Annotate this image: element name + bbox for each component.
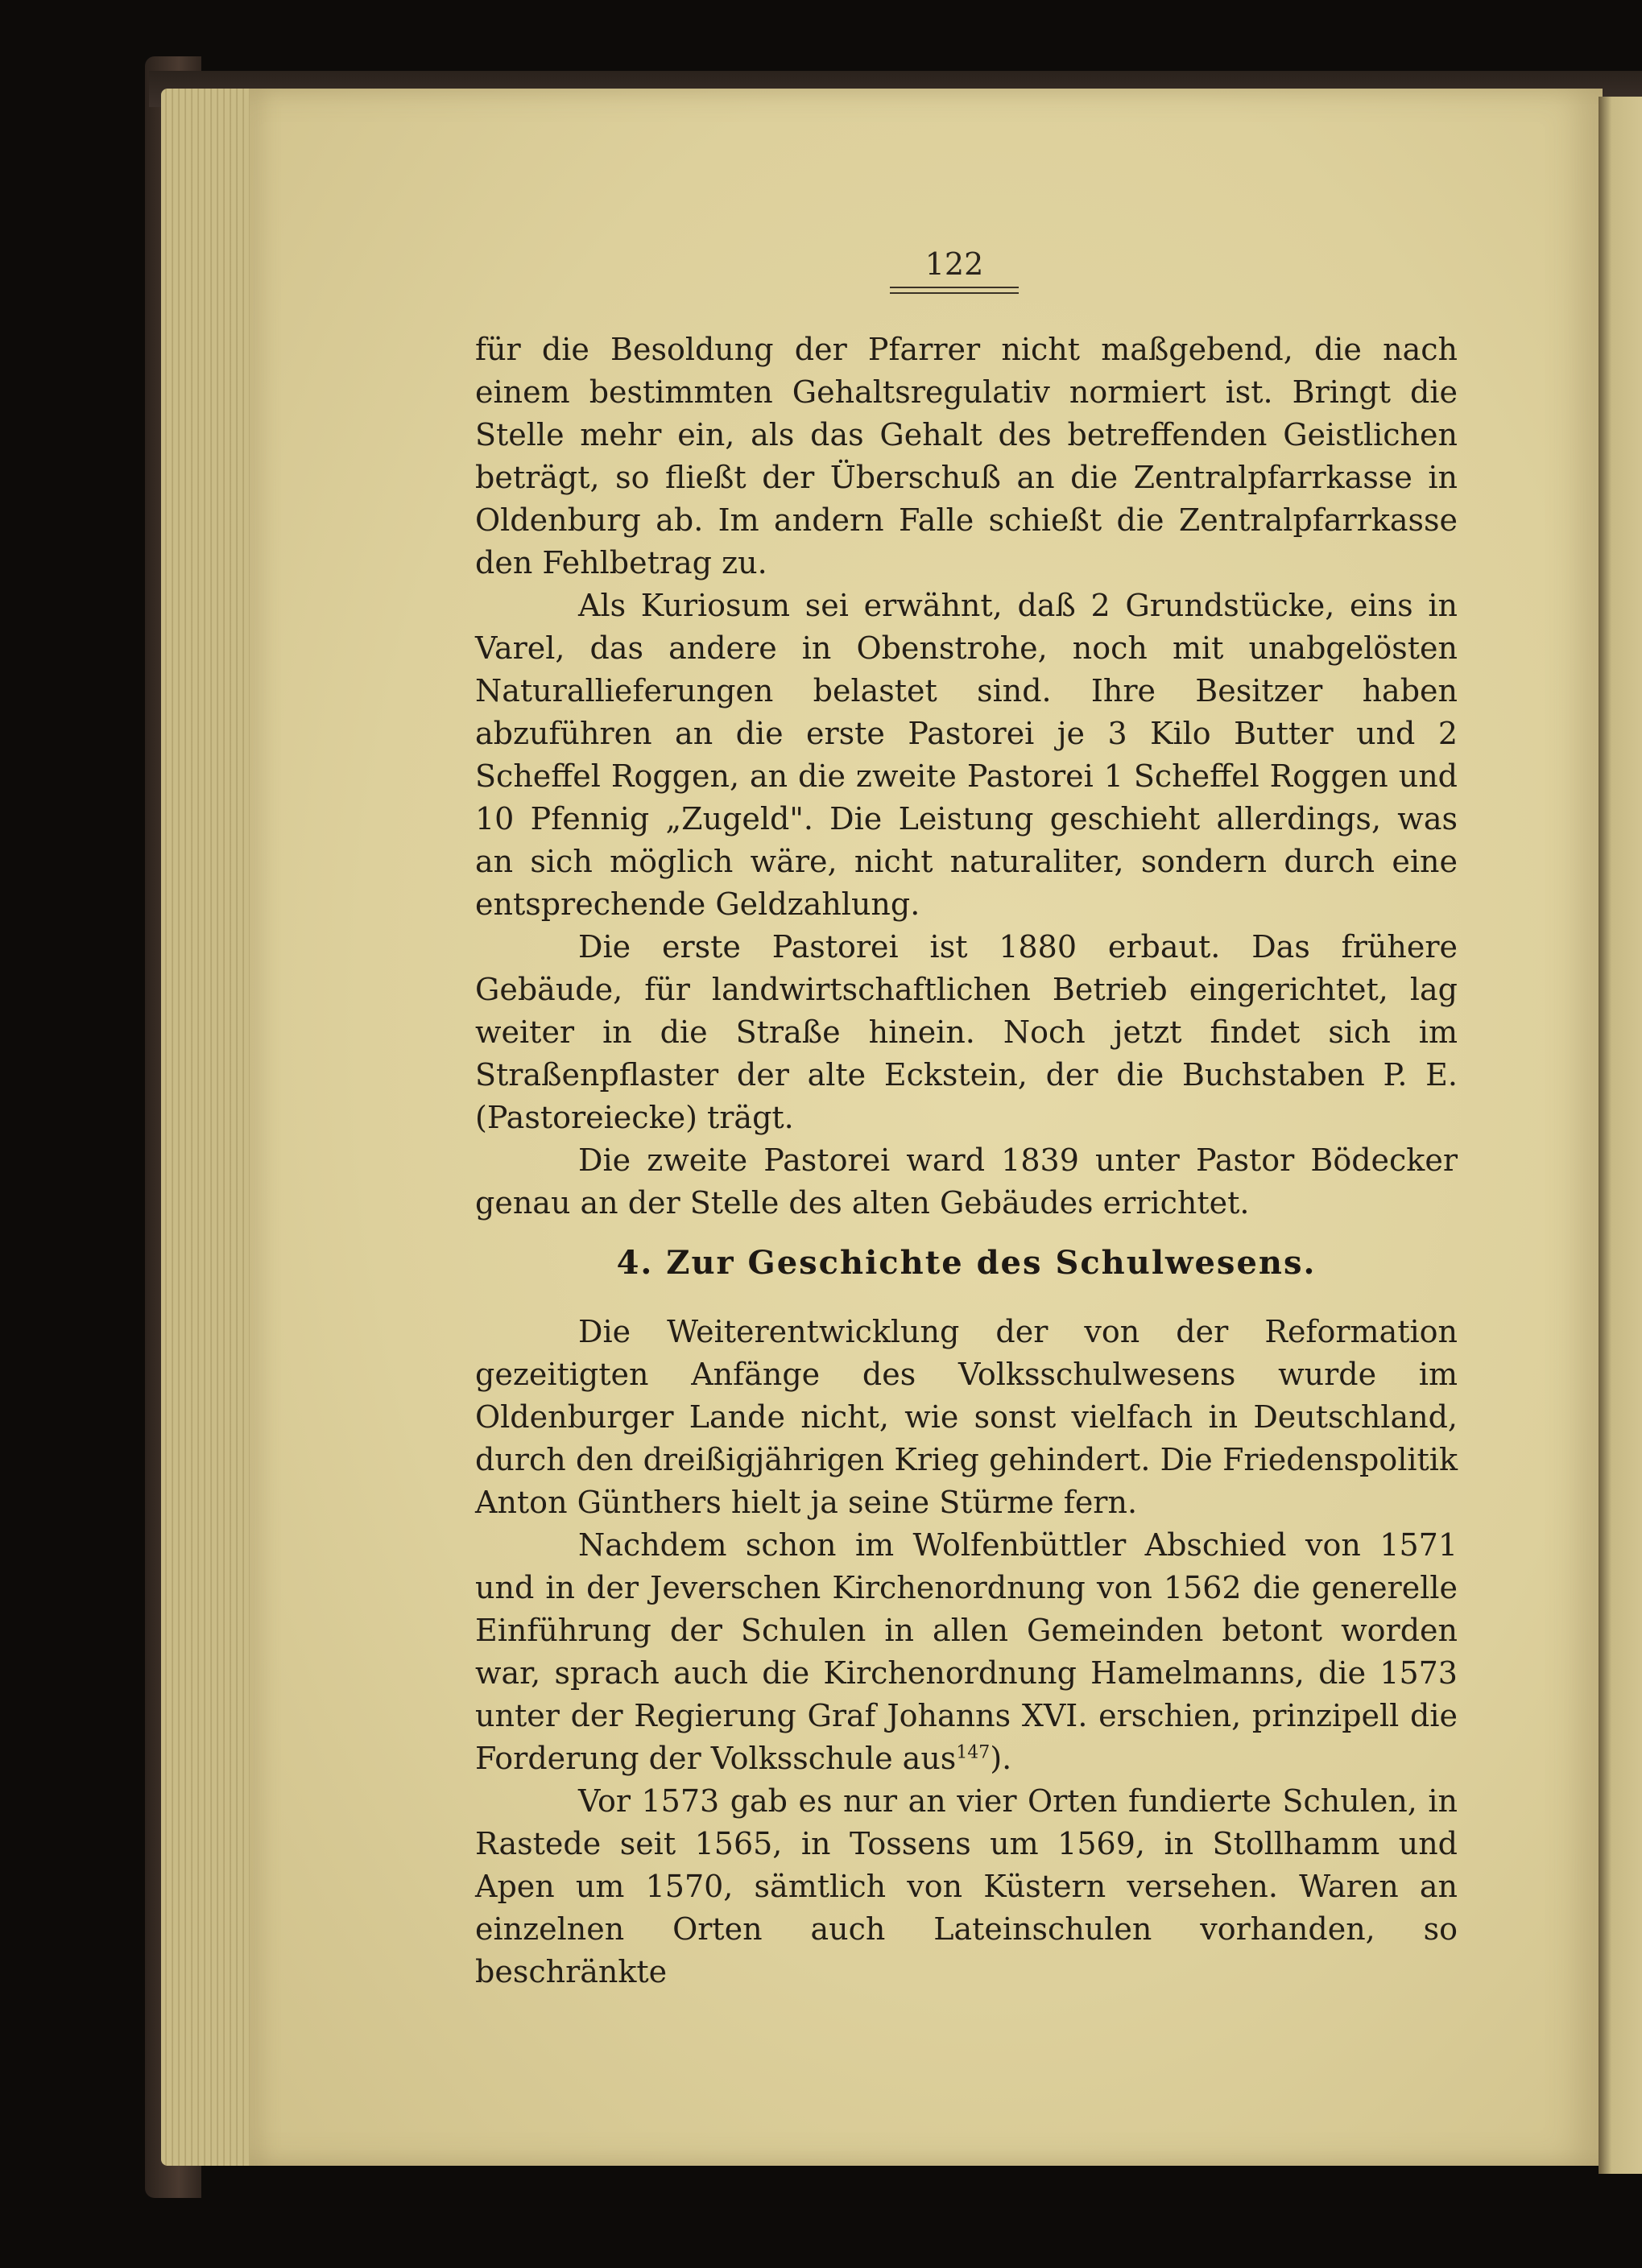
paragraph: Die zweite Pastorei ward 1839 unter Pastor Bödecker genau an der Stelle des alten Gebäudes errichtet.: [475, 1142, 1458, 1221]
paragraph: Die Weiterentwicklung der von der Reformation gezeitigten Anfänge des Volksschulwesens wurde im Oldenburger Lande nicht, wie sonst vielfach in Deutschland, durch den dreißigjährigen Krieg gehindert. Die Friedenspolitik Anton Günthers hielt ja seine Stürme fern.: [475, 1314, 1458, 1520]
paragraph: Die erste Pastorei ist 1880 erbaut. Das frühere Gebäude, für landwirtschaftlichen Betrieb eingerichtet, lag weiter in die Straße hinein. Noch jetzt findet sich im Straßenpflaster der alte Eckstein, der die Buchstaben P. E. (Pastoreiecke) trägt.: [475, 929, 1458, 1135]
page-edges: [161, 89, 258, 2166]
footnote-reference: 147: [956, 1742, 991, 1763]
section-heading: 4. Zur Geschichte des Schulwesens.: [616, 1244, 1317, 1282]
page-number-rule: [890, 287, 1019, 288]
page-number: 122: [924, 246, 984, 282]
page-number-rule-2: [890, 292, 1019, 294]
text-block-1: [475, 328, 1458, 1225]
next-page-edge: [1599, 97, 1642, 2174]
text-block-2: [475, 1311, 1458, 1993]
paragraph-with-footnote: [475, 1524, 1458, 1780]
paragraph-text: Nachdem schon im Wolfenbüttler Abschied von 1571 und in der Jeverschen Kirchenordnung von 1562 die generelle Einführung der Schulen in allen Gemeinden betont worden war, sprach auch die Kirchenordnung Hamelmanns, die 1573 unter der Regierung Graf Johanns XVI. erschien, prinzipell die Forderung der Volksschule aus: [475, 1527, 1458, 1776]
paragraph-end: ).: [990, 1741, 1012, 1776]
paragraph: Vor 1573 gab es nur an vier Orten fundierte Schulen, in Rastede seit 1565, in Tossens um 1569, in Stollhamm und Apen um 1570, sämtlich von Küstern versehen. Waren an einzelnen Orten auch Lateinschulen vorhanden, so beschränkte: [475, 1783, 1458, 1989]
paragraph: Als Kuriosum sei erwähnt, daß 2 Grundstücke, eins in Varel, das andere in Obenstrohe, noch mit unabgelösten Naturallieferungen belastet sind. Ihre Besitzer haben abzuführen an die erste Pastorei je 3 Kilo Butter und 2 Scheffel Roggen, an die zweite Pastorei 1 Scheffel Roggen und 10 Pfennig „Zugeld". Die Leistung geschieht allerdings, was an sich möglich wäre, nicht naturaliter, sondern durch eine entsprechende Geldzahlung.: [475, 588, 1458, 922]
paragraph: für die Besoldung der Pfarrer nicht maßgebend, die nach einem bestimmten Gehaltsregulativ normiert ist. Bringt die Stelle mehr ein, als das Gehalt des betreffenden Geistlichen beträgt, so fließt der Überschuß an die Zentralpfarrkasse in Oldenburg ab. Im andern Falle schießt die Zentralpfarrkasse den Fehlbetrag zu.: [475, 332, 1458, 580]
